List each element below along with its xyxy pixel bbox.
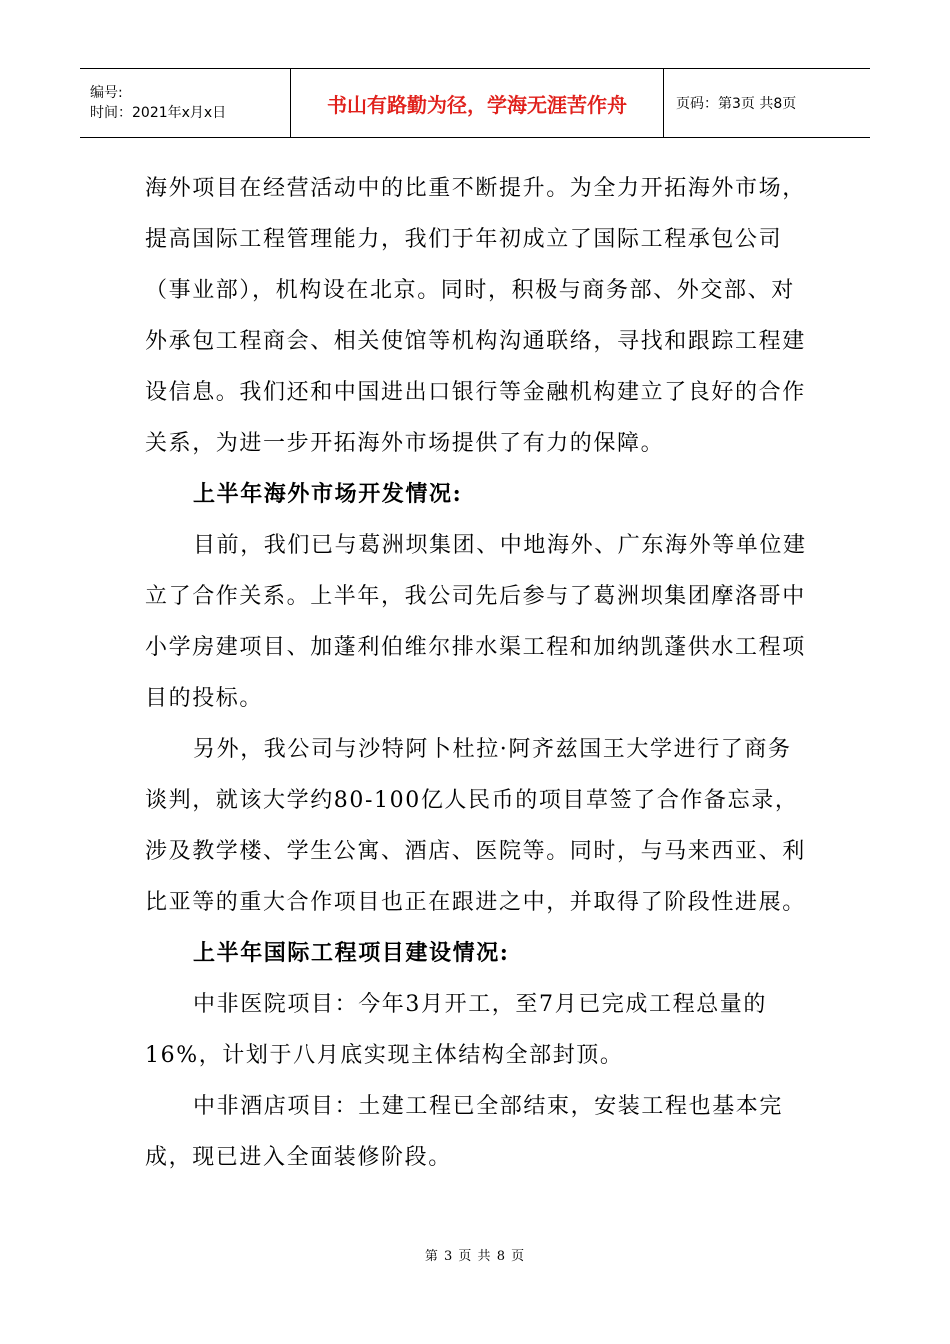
body-paragraph: 另外，我公司与沙特阿卜杜拉·阿齐兹国王大学进行了商务谈判，就该大学约80-100亿人民币的项目草签了合作备忘录，涉及教学楼、学生公寓、酒店、医院等。同时，与马来西亚、利比亚等的重大合作项目也正在跟进之中，并取得了阶段性进展。 <box>145 737 806 915</box>
section-heading-overseas-market: 上半年海外市场开发情况: <box>193 481 463 507</box>
body-paragraph: 海外项目在经营活动中的比重不断提升。为全力开拓海外市场，提高国际工程管理能力，我们于年初成立了国际工程承包公司（事业部），机构设在北京。同时，积极与商务部、外交部、对外承包工程商会、相关使馆等机构沟通联络，寻找和跟踪工程建设信息。我们还和中国进出口银行等金融机构建立了良好的合作关系，为进一步开拓海外市场提供了有力的保障。 <box>145 176 806 456</box>
document-body <box>145 163 810 1183</box>
section-heading-project-construction: 上半年国际工程项目建设情况: <box>193 940 510 966</box>
header-page-label: 页码：第3页 共8页 <box>676 96 797 112</box>
body-paragraph: 中非医院项目：今年3月开工，至7月已完成工程总量的16%，计划于八月底实现主体结构全部封顶。 <box>145 992 767 1068</box>
header-motto-text: 书山有路勤为径，学海无涯苦作舟 <box>327 92 627 117</box>
header-page-info <box>664 69 870 137</box>
footer-page-number: 第 3 页 共 8 页 <box>424 1249 526 1264</box>
header-meta <box>80 69 291 137</box>
header-number-label: 编号: <box>90 85 123 101</box>
document-header <box>80 68 870 138</box>
page-footer <box>0 1245 950 1264</box>
body-paragraph: 目前，我们已与葛洲坝集团、中地海外、广东海外等单位建立了合作关系。上半年，我公司先后参与了葛洲坝集团摩洛哥中小学房建项目、加蓬利伯维尔排水渠工程和加纳凯蓬供水工程项目的投标。 <box>145 533 807 711</box>
header-motto <box>291 69 664 137</box>
header-date-label: 时间：2021年x月x日 <box>90 105 227 121</box>
body-paragraph: 中非酒店项目：土建工程已全部结束，安装工程也基本完成，现已进入全面装修阶段。 <box>145 1094 784 1170</box>
